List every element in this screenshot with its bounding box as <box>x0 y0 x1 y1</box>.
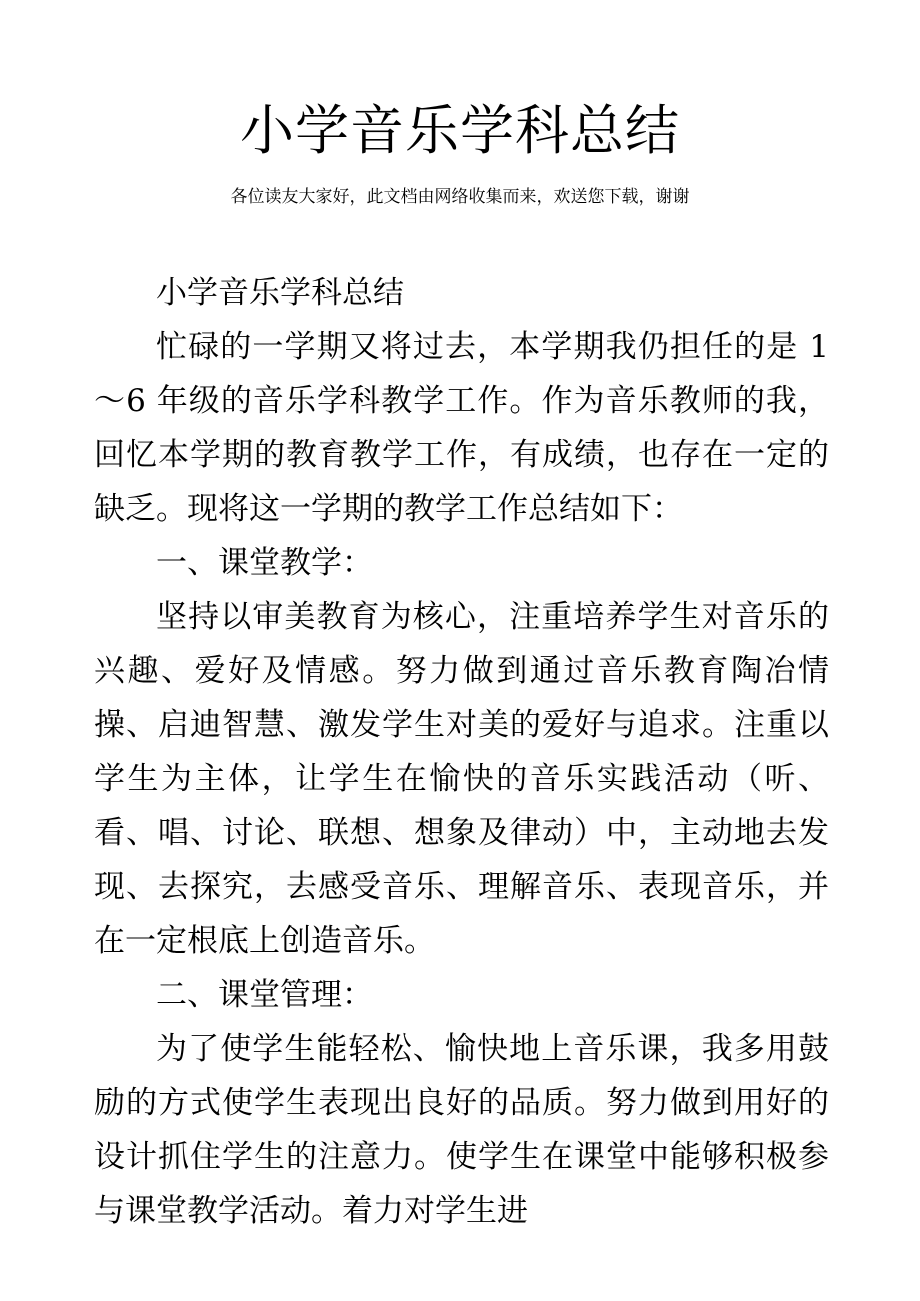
section-heading-classroom-management: 二、课堂管理： <box>156 977 373 1013</box>
paragraph-classroom-teaching: 坚持以审美教育为核心，注重培养学生对音乐的兴趣、爱好及情感。努力做到通过音乐教育陶冶情操、启迪智慧、激发学生对美的爱好与追求。注重以学生为主体，让学生在愉快的音乐实践活动（听、看、唱、讨论、联想、想象及律动）中，主动地去发现、去探究，去感受音乐、理解音乐、表现音乐，并在一定根底上创造音乐。 <box>94 599 829 959</box>
paragraph-heading: 小学音乐学科总结 <box>156 275 404 311</box>
document-title: 小学音乐学科总结 <box>240 99 680 162</box>
paragraph-classroom-management: 为了使学生能轻松、愉快地上音乐课，我多用鼓励的方式使学生表现出良好的品质。努力做到用好的设计抓住学生的注意力。使学生在课堂中能够积极参与课堂教学活动。着力对学生进 <box>94 1031 829 1229</box>
section-heading-classroom-teaching: 一、课堂教学： <box>156 545 373 581</box>
document-body <box>94 266 829 1238</box>
paragraph-intro: 忙碌的一学期又将过去，本学期我仍担任的是 1～6 年级的音乐学科教学工作。作为音乐教师的我，回忆本学期的教育教学工作，有成绩，也存在一定的缺乏。现将这一学期的教学工作总结如下： <box>94 329 829 527</box>
document-subtitle: 各位读友大家好，此文档由网络收集而来，欢送您下载，谢谢 <box>230 187 690 207</box>
